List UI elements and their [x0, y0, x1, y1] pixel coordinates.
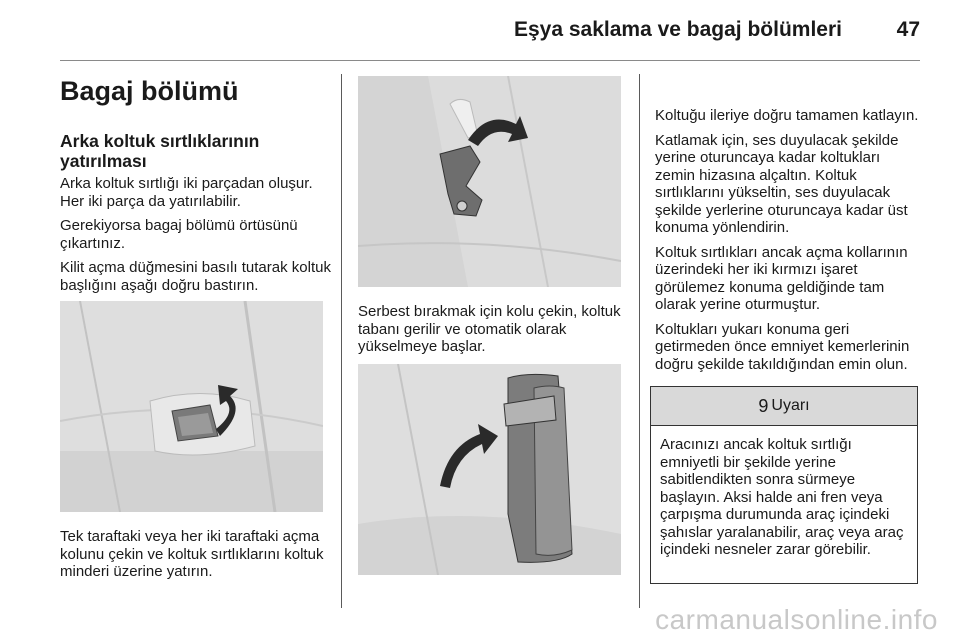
paragraph: Katlamak için, ses duyulacak şekilde yerine oturuncaya kadar koltukları zemin hizasına alçaltın. Koltuk sırtlıklarını yükseltin, ses duyulacak şekilde yerlerine oturuncaya kadar üst konuma yönlendirin. [655, 131, 908, 236]
chapter-title: Eşya saklama ve bagaj bölümleri [513, 18, 842, 41]
page-number: 47 [896, 18, 920, 41]
paragraph: Gerekiyorsa bagaj bölümü örtüsünü çıkartınız. [60, 217, 298, 252]
paragraph: Arka koltuk sırtlığı iki parçadan oluşur. Her iki parça da yatırılabilir. [60, 175, 313, 210]
watermark: carmanualsonline.info [655, 604, 938, 635]
caption-text: Tek taraftaki veya her iki taraftaki açma kolunu çekin ve koltuk sırtlıklarını koltuk minderi üzerine yatırın. [60, 528, 324, 580]
paragraph: Kilit açma düğmesini basılı tutarak koltuk başlığını aşağı doğru bastırın. [60, 259, 331, 294]
figure-release-lever [358, 76, 621, 287]
middle-caption [358, 303, 630, 363]
warning-title: Uyarı [771, 397, 810, 414]
left-caption [60, 528, 332, 588]
column-divider-2 [639, 74, 640, 608]
subsection-title: Arka koltuk sırtlıklarının yatırılması [60, 131, 260, 171]
paragraph: Koltukları yukarı konuma geri getirmeden önce emniyet kemerlerinin doğru şekilde takıldığından emin olun. [655, 320, 910, 373]
figure-headrest-release [60, 301, 323, 512]
warning-header [651, 387, 917, 426]
column-divider-1 [341, 74, 342, 608]
right-body-text [655, 107, 921, 380]
left-body-text [60, 175, 332, 301]
warning-triangle-icon: 9 [758, 395, 769, 416]
section-title: Bagaj bölümü [60, 76, 239, 106]
header-rule [60, 60, 920, 61]
paragraph: Koltuğu ileriye doğru tamamen katlayın. [655, 107, 919, 124]
warning-text: Aracınızı ancak koltuk sırtlığı emniyetli bir şekilde yerine sabitlendikten sonra sürmeye başlayın. Aksi halde ani fren veya çarpışma durumunda araç içindeki şahıslar yaralanabilir, araç veya araç içindeki nesneler zarar görebilir. [660, 436, 904, 558]
paragraph: Koltuk sırtlıkları ancak açma kollarının üzerindeki her iki kırmızı işaret görülemez konuma geldiğinde tam olarak yerine oturmuştur. [655, 243, 908, 313]
page-header [60, 14, 920, 46]
caption-text: Serbest bırakmak için kolu çekin, koltuk tabanı gerilir ve otomatik olarak yükselmeye başlar. [358, 303, 621, 355]
figure-seat-folding [358, 364, 621, 575]
warning-box [650, 386, 918, 584]
